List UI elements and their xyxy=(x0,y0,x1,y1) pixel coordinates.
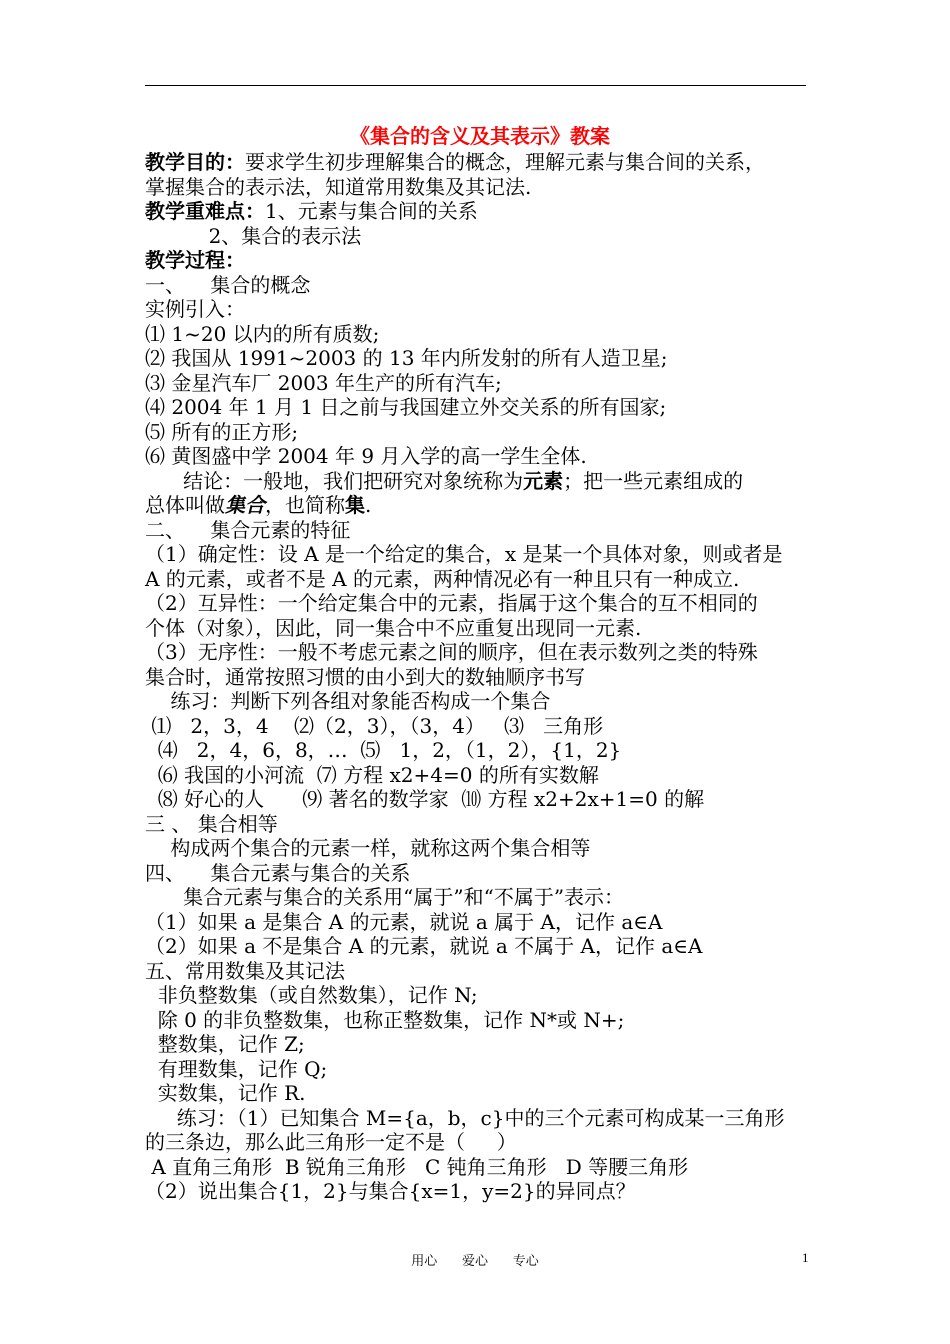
text-line: 实例引入： xyxy=(145,297,245,321)
exercise-item: ⑹ 我国的小河流 ⑺ 方程 x2+4=0 的所有实数解 xyxy=(145,762,599,787)
teaching-goal-line-1 xyxy=(145,150,815,175)
line-text: 总体叫做 xyxy=(145,493,225,517)
footer-motto: 用心 爱心 专心 xyxy=(411,1254,539,1269)
section-heading-4: 四、 集合元素与集合的关系 xyxy=(145,860,411,885)
section-heading-2: 二、 集合元素的特征 xyxy=(145,517,351,542)
exercise-line: 的三条边，那么此三角形一定不是（ ） xyxy=(145,1130,517,1154)
text-line: （1）如果 a 是集合 A 的元素，就说 a 属于 A，记作 a∈A xyxy=(145,909,663,934)
line-text: 要求学生初步理解集合的概念，理解元素与集合间的关系， xyxy=(245,150,765,174)
section-label: 教学过程： xyxy=(145,248,245,272)
teaching-goal-line-2: 掌握集合的表示法，知道常用数集及其记法. xyxy=(145,174,532,199)
section-heading-5: 五、常用数集及其记法 xyxy=(145,958,345,983)
term-set: 集合 xyxy=(225,493,265,517)
text-line: 构成两个集合的元素一样，就称这两个集合相等 xyxy=(145,836,591,860)
text-line: （2）如果 a 不是集合 A 的元素，就说 a 不属于 A，记作 a∈A xyxy=(145,934,703,958)
text-line: 个体（对象），因此，同一集合中不应重复出现同一元素. xyxy=(145,615,642,640)
exercise-item: ⑴ 2，3，4 ⑵（2，3），（3，4） ⑶ 三角形 xyxy=(145,713,604,738)
line-text: ，也简称 xyxy=(265,493,345,517)
text-line: A 的元素，或者不是 A 的元素，两种情况必有一种且只有一种成立. xyxy=(145,566,740,591)
example-item: ⑷ 2004 年 1 月 1 日之前与我国建立外交关系的所有国家; xyxy=(145,395,667,419)
line-text: . xyxy=(365,493,372,517)
conclusion-line-2 xyxy=(145,493,815,518)
line-text: 1、元素与集合间的关系 xyxy=(265,199,478,223)
exercise-item: ⑷ 2，4，6，8，… ⑸ 1，2，（1，2），{1，2} xyxy=(145,738,622,762)
term-set-short: 集 xyxy=(345,493,365,517)
number-set-item: 非负整数集（或自然数集），记作 N; xyxy=(145,983,478,1007)
example-item: ⑵ 我国从 1991~2003 的 13 年内所发射的所有人造卫星; xyxy=(145,346,668,370)
text-line: 集合元素与集合的关系用“属于”和“不属于”表示： xyxy=(145,885,625,909)
line-text: ；把一些元素组成的 xyxy=(563,468,744,493)
process-heading xyxy=(145,248,815,273)
section-label: 教学重难点： xyxy=(145,199,265,223)
example-item: ⑴ 1~20 以内的所有质数; xyxy=(145,321,380,346)
section-label: 教学目的： xyxy=(145,150,245,174)
text-line: 集合时，通常按照习惯的由小到大的数轴顺序书写 xyxy=(145,664,585,689)
page-number: 1 xyxy=(802,1250,809,1265)
text-line: （2）互异性：一个给定集合中的元素，指属于这个集合的互不相同的 xyxy=(145,591,758,615)
example-item: ⑸ 所有的正方形; xyxy=(145,419,299,444)
number-set-item: 实数集，记作 R. xyxy=(145,1081,306,1105)
key-points-line-1 xyxy=(145,199,815,224)
text-line: （1）确定性：设 A 是一个给定的集合，x 是某一个具体对象，则或者是 xyxy=(145,542,783,566)
document-body xyxy=(145,122,815,1204)
document-title: 《集合的含义及其表示》教案 xyxy=(350,124,610,148)
conclusion-line-1 xyxy=(145,469,815,494)
line-text: 结论：一般地，我们把研究对象统称为 xyxy=(145,468,524,493)
term-element: 元素 xyxy=(523,468,564,493)
number-set-item: 整数集，记作 Z; xyxy=(145,1032,305,1056)
exercise-heading: 练习：判断下列各组对象能否构成一个集合 xyxy=(145,689,551,713)
exercise-line: （2）说出集合{1，2}与集合{x=1，y=2}的异同点？ xyxy=(145,1179,636,1203)
key-points-line-2: 2、集合的表示法 xyxy=(145,223,362,248)
exercise-line: 练习：（1）已知集合 M={a，b，c}中的三个元素可构成某一三角形 xyxy=(145,1105,785,1130)
number-set-item: 有理数集，记作 Q; xyxy=(145,1056,328,1081)
text-line: （3）无序性：一般不考虑元素之间的顺序，但在表示数列之类的特殊 xyxy=(145,640,758,664)
header-rule xyxy=(145,85,806,86)
page-footer xyxy=(0,1250,950,1270)
example-item: ⑹ 黄图盛中学 2004 年 9 月入学的高一学生全体. xyxy=(145,444,587,468)
exercise-item: ⑻ 好心的人 ⑼ 著名的数学家 ⑽ 方程 x2+2x+1=0 的解 xyxy=(145,787,705,811)
section-heading-3: 三 、 集合相等 xyxy=(145,811,278,836)
section-heading-1: 一、 集合的概念 xyxy=(145,272,311,297)
exercise-options: A 直角三角形 B 锐角三角形 C 钝角三角形 D 等腰三角形 xyxy=(145,1154,689,1179)
example-item: ⑶ 金星汽车厂 2003 年生产的所有汽车; xyxy=(145,370,502,395)
number-set-item: 除 0 的非负整数集，也称正整数集，记作 N*或 N+; xyxy=(145,1007,625,1032)
